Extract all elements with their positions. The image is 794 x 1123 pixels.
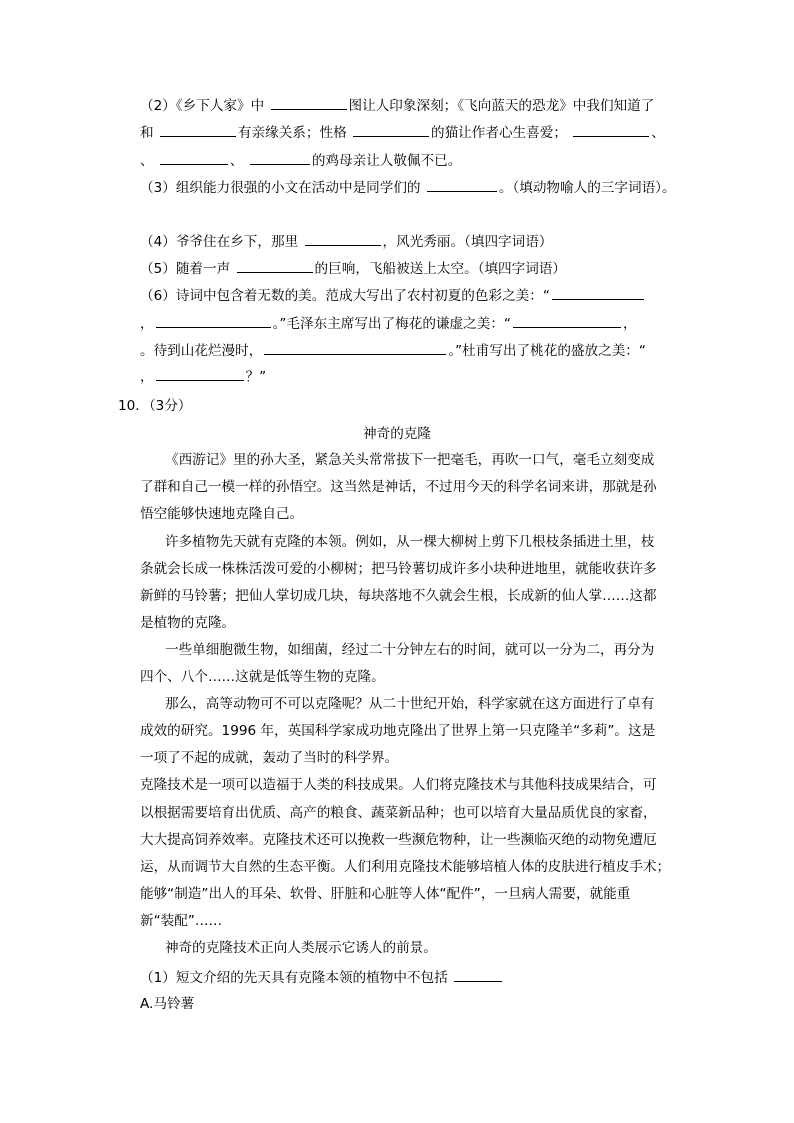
answer-blank[interactable]	[156, 367, 244, 381]
q9-p6-line4	[140, 367, 266, 386]
text: ，	[140, 316, 154, 332]
passage-line: 《西游记》里的孙大圣，紧急关头常常拔下一把毫毛，再吹一口气，毫毛立刻变成	[165, 452, 655, 468]
q9-p6-line1	[140, 286, 646, 305]
answer-blank[interactable]	[250, 151, 310, 165]
answer-blank[interactable]	[264, 341, 446, 355]
passage-line: 一些单细胞微生物，如细菌，经过二十分钟左右的时间，就可以一分为二，再分为	[165, 642, 655, 658]
text: ，风光秀丽。（填四字词语）	[382, 234, 553, 250]
text: （1）短文介绍的先天具有克隆本领的植物中不包括	[140, 970, 453, 986]
q9-part4	[140, 232, 552, 251]
q9-p6-line2	[140, 314, 637, 333]
text: 、	[229, 153, 248, 169]
q9-p6-line3	[140, 341, 646, 360]
q9-p2-line2	[140, 123, 665, 142]
passage-line: 新“装配”……	[140, 913, 223, 929]
answer-blank[interactable]	[156, 314, 271, 328]
passage-line: 大大提高饲养效率。克隆技术还可以挽救一些濒危物种，让一些濒临灭绝的动物免遭厄	[140, 832, 657, 848]
passage-line: 四个、八个……这就是低等生物的克隆。	[140, 669, 385, 685]
passage-line: 以根据需要培育出优质、高产的粮食、蔬菜新品种；也可以培育大量品质优良的家畜，	[140, 805, 657, 821]
passage-line: 能够“制造”出人的耳朵、软骨、肝脏和心脏等人体“配件”，一旦病人需要，就能重	[140, 886, 631, 902]
answer-blank[interactable]	[552, 286, 644, 300]
text: 的鸡母亲让人敬佩不已。	[311, 153, 462, 169]
text: （4）爷爷住在乡下，那里	[140, 234, 303, 250]
q9-p2-line1	[140, 96, 654, 115]
passage-line: 新鲜的马铃薯；把仙人掌切成几块，每块落地不久就会生根，长成新的仙人掌……这都	[140, 588, 657, 604]
passage-line: 了群和自己一模一样的孙悟空。这当然是神话，不过用今天的科学名词来讲，那就是孙	[140, 479, 657, 495]
q9-part5	[140, 259, 566, 278]
q10-sub1	[140, 968, 504, 987]
answer-blank[interactable]	[427, 178, 497, 192]
passage-line: 是植物的克隆。	[140, 615, 236, 631]
text: ，	[622, 316, 637, 332]
passage-line: 成效的研究。1996 年，英国科学家成功地克隆出了世界上第一只克隆羊“多莉”。这是	[140, 723, 656, 739]
answer-blank[interactable]	[271, 96, 347, 110]
text: 和	[140, 125, 158, 141]
text: 有亲缘关系；性格	[237, 125, 351, 141]
passage-line: 一项了不起的成就，轰动了当时的科学界。	[140, 750, 399, 766]
passage-line: 条就会长成一株株活泼可爱的小柳树；把马铃薯切成许多小块种进地里，就能收获许多	[140, 561, 657, 577]
passage-line: 克隆技术是一项可以造福于人类的科技成果。人们将克隆技术与其他科技成果结合，可	[140, 777, 657, 793]
question-number: 10．（3分）	[118, 398, 192, 414]
text: 的猫让作者心生喜爱；	[431, 125, 572, 141]
text: （3）组织能力很强的小文在活动中是同学们的	[140, 180, 425, 196]
answer-blank[interactable]	[513, 314, 621, 328]
q9-p2-line3	[140, 151, 461, 170]
answer-blank[interactable]	[353, 123, 429, 137]
passage-line: 运，从而调节大自然的生态平衡。人们利用克隆技术能够培植人体的皮肤进行植皮手术；	[140, 859, 671, 875]
text: 。”杜甫写出了桃花的盛放之美：“	[448, 343, 646, 359]
text: ，	[140, 369, 154, 385]
passage-line: 悟空能够快速地克隆自己。	[140, 506, 304, 522]
answer-blank[interactable]	[160, 151, 228, 165]
answer-blank[interactable]	[573, 123, 649, 137]
text: 图让人印象深刻；《飞向蓝天的恐龙》中我们知道了	[348, 98, 655, 114]
option-a[interactable]: A.马铃薯	[140, 996, 195, 1012]
text: （6）诗词中包含着无数的美。范成大写出了农村初夏的色彩之美：“	[140, 288, 550, 304]
passage-line: 那么，高等动物可不可以克隆呢？从二十世纪开始，科学家就在这方面进行了卓有	[165, 696, 655, 712]
answer-blank[interactable]	[237, 259, 313, 273]
text: ？”	[245, 369, 267, 385]
text: 的巨响，飞船被送上太空。（填四字词语）	[314, 261, 567, 277]
q9-part3	[140, 178, 676, 197]
passage-title: 神奇的克隆	[363, 426, 431, 442]
answer-blank[interactable]	[305, 232, 381, 246]
text: 、	[140, 153, 158, 169]
text: 、	[651, 125, 665, 141]
text: （5）随着一声	[140, 261, 235, 277]
text: 。（填动物喻人的三字词语）。	[498, 180, 676, 196]
text: 。”毛泽东主席写出了梅花的谦虚之美：“	[272, 316, 511, 332]
answer-blank[interactable]	[160, 123, 236, 137]
passage-line: 许多植物先天就有克隆的本领。例如，从一棵大柳树上剪下几根枝条插进土里，枝	[165, 534, 655, 550]
answer-blank[interactable]	[454, 968, 502, 982]
text: 。待到山花烂漫时，	[140, 343, 263, 359]
text: （2）《乡下人家》中	[140, 98, 269, 114]
passage-line: 神奇的克隆技术正向人类展示它诱人的前景。	[165, 940, 437, 956]
